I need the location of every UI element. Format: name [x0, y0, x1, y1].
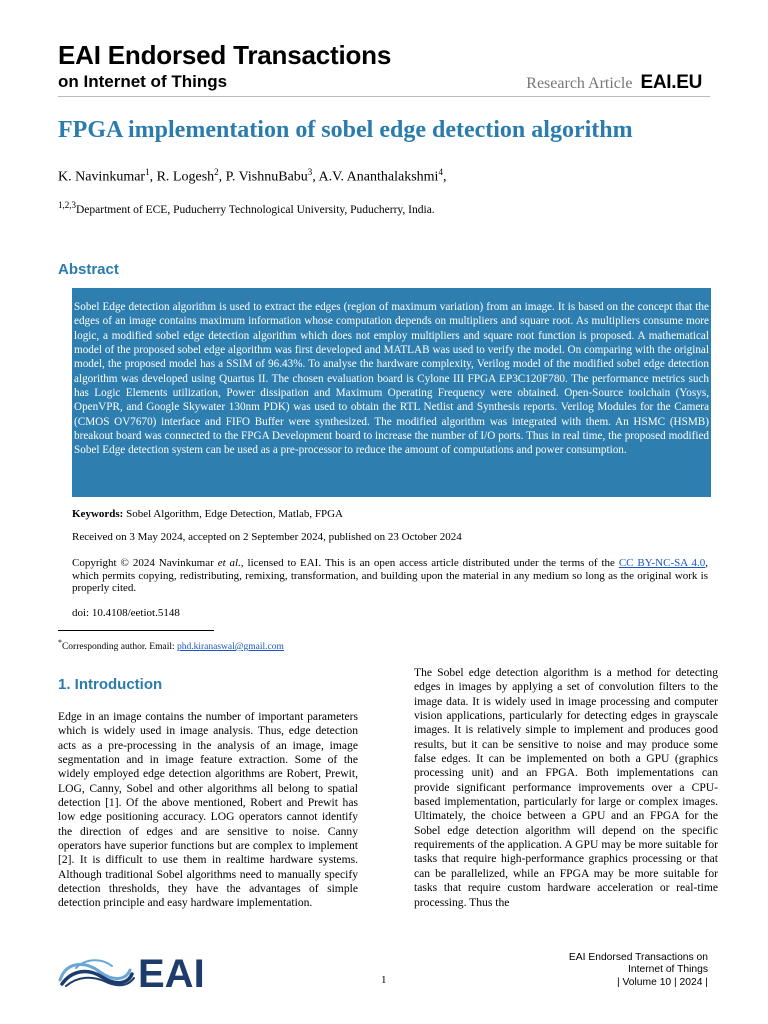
paper-title: FPGA implementation of sobel edge detection algorithm — [58, 117, 633, 143]
author-name: A.V. Ananthalakshmi — [318, 169, 439, 185]
keywords-text: Sobel Algorithm, Edge Detection, Matlab, FPGA — [126, 508, 344, 520]
footer-journal-line2: Internet of Things — [628, 964, 708, 976]
author-affil-sup: 2 — [214, 167, 219, 177]
email-link[interactable]: phd.kiranaswal@gmail.com — [177, 642, 284, 653]
doi[interactable]: doi: 10.4108/eetiot.5148 — [72, 607, 180, 619]
affiliation-text: Department of ECE, Puducherry Technological University, Puducherry, India. — [76, 203, 435, 216]
copyright-mid: , licensed to EAI. This is an open access article distributed under the terms of the — [240, 557, 619, 569]
page-number: 1 — [381, 974, 387, 986]
intro-left-column: Edge in an image contains the number of important parameters which is widely used in image analysis. Thus, edge detection acts as a pre-processing in the analysis of an image, image segmentation and in image feature extraction. Some of the widely employed edge detection algorithms are Robert, Prewit, LOG, Canny, Sobel and other algorithms all belong to spatial detection [1]. Of the above mentioned, Robert and Prewit has low edge positioning accuracy. LOG operators cannot identify the direction of edges and are sensitive to noise. Canny operators have superior functions but are complex to implement [2]. It is difficult to use them in realtime hardware systems. Although traditional Sobel algorithms need to manually specify detection thresholds, they have the advantages of simple detection principle and easy hardware implementation. — [58, 710, 358, 910]
eai-logo-text: EAI — [138, 952, 205, 992]
corresponding-author-footnote — [58, 638, 284, 652]
author-name: R. Logesh — [156, 169, 215, 185]
abstract-box — [72, 288, 711, 497]
author-separator: , — [312, 169, 319, 185]
keywords-label: Keywords: — [72, 508, 124, 520]
journal-title: EAI Endorsed Transactions — [58, 40, 392, 70]
keywords — [72, 508, 343, 520]
intro-right-column: The Sobel edge detection algorithm is a method for detecting edges in images by applying a set of convolution filters to the image data. It is widely used in image processing and computer vision applications, particularly for detecting edges in grayscale images. It is relatively simple to implement and produces good results, but it can be sensitive to noise and may produce some false edges. It can be implemented on both a GPU (graphics processing unit) and an FPGA. Both implementations can provide significant performance improvements over a CPU-based implementation, particularly for large or complex images. Ultimately, the choice between a GPU and an FPGA for the Sobel edge detection algorithm will depend on the specific requirements of the application. A GPU may be more suitable for tasks that require high-performance graphics processing or that can be parallelized, while an FPGA may be more suitable for tasks that require custom hardware acceleration or real-time processing. Thus the — [414, 666, 718, 909]
copyright-prefix: Copyright © 2024 Navinkumar — [72, 557, 218, 569]
abstract-text: Sobel Edge detection algorithm is used to extract the edges (region of maximum variation) from an image. It is based on the concept that the edges of an image contains maximum information whose computation depends on multipliers and square root. As multipliers consume more logic, a modified sobel edge detection algorithm which does not employ multipliers and square root function is proposed. A mathematical model of the proposed sobel edge algorithm was first developed and MATLAB was used to verify the model. On comparing with the original model, the proposed model has a SSIM of 96.43%. To analyse the hardware complexity, Verilog model of the modified sobel edge detection algorithm was developed using Quartus II. The chosen evaluation board is Cylone III FPGA EP3C120F780. The performance metrics such has Logic Elements utilization, Power dissipation and Maximum Operating Frequency were obtained. Open-Source toolchain (Yosys, OpenVPR, and Google Skywater 130nm PDK) was used to obtain the RTL Netlist and Synthesis reports. Verilog Modules for the Camera (CMOS OV7670) interface and FIFO Buffer were synthesized. The modified algorithm was integrated with them. An HSMC (HSMB) breakout board was connected to the FPGA Development board to increase the number of I/O ports. Thus in real time, the proposed modified Sobel Edge detection system can be used as a pre-processor to reduce the amount of computations and power consumption. — [74, 301, 709, 457]
section-heading-introduction: 1. Introduction — [58, 676, 163, 693]
author-list — [58, 167, 446, 186]
author-separator: , — [442, 169, 447, 185]
footer-volume: | Volume 10 | 2024 | — [616, 976, 708, 988]
abstract-heading: Abstract — [58, 261, 119, 278]
footer-journal-info — [569, 952, 708, 989]
infinity-swirl-icon — [60, 960, 134, 986]
header-divider — [58, 96, 710, 97]
author-separator: , — [218, 169, 226, 185]
author-affil-sup: 3 — [307, 167, 313, 177]
header-right — [526, 72, 702, 94]
author-name: K. Navinkumar — [58, 169, 146, 185]
license-link[interactable]: CC BY-NC-SA 4.0 — [618, 557, 706, 569]
author-name: P. VishnuBabu — [225, 169, 308, 185]
affiliation-sup: 1,2,3 — [58, 200, 76, 210]
author-affil-sup: 1 — [145, 167, 150, 177]
received-dates: Received on 3 May 2024, accepted on 2 September 2024, published on 23 October 2024 — [72, 531, 462, 543]
author-affil-sup: 4 — [438, 167, 443, 177]
footnote-marker: * — [58, 638, 62, 647]
copyright-suffix: , which permits copying, redistributing, remixing, transformation, and building upon the material in any medium so long as the original work is properly cited. — [72, 557, 708, 594]
eai-footer-logo — [56, 950, 218, 992]
copyright-notice — [72, 557, 708, 595]
footer-journal-line1: EAI Endorsed Transactions on — [568, 952, 708, 963]
affiliation — [58, 200, 435, 216]
footnote-text: Corresponding author. Email: — [61, 642, 177, 653]
eai-eu-logo[interactable]: EAI.EU — [640, 72, 702, 93]
article-type-label: Research Article — [526, 75, 633, 92]
author-separator: , — [149, 169, 157, 185]
copyright-etal: et al. — [217, 557, 241, 569]
footnote-divider — [58, 630, 214, 631]
journal-subtitle: on Internet of Things — [58, 72, 228, 91]
